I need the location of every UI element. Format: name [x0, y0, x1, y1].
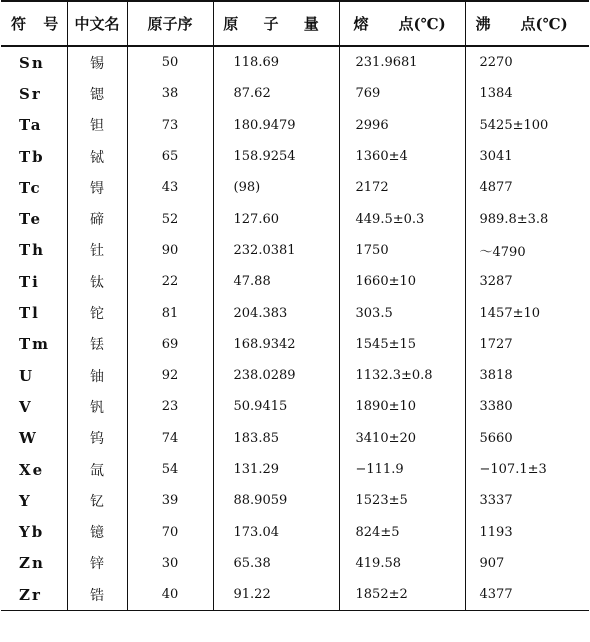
- cell-melting-point: 1523±5: [339, 485, 465, 516]
- cell-boiling-point: 1193: [479, 524, 513, 540]
- table-row: [1, 423, 589, 454]
- cell-chinese-name: 铀: [67, 360, 127, 391]
- cell-boiling-point: 2270: [479, 55, 513, 71]
- header-melting-point: 熔 点(℃): [339, 1, 465, 46]
- header-name: 中文名: [67, 1, 127, 46]
- cell-chinese-name: 锶: [67, 78, 127, 109]
- table-row: [1, 172, 589, 203]
- cell-atomic-number: 54: [127, 454, 213, 485]
- cell-atomic-mass: 173.04: [213, 516, 339, 547]
- cell-chinese-name: 锝: [67, 172, 127, 203]
- cell-atomic-number: 22: [127, 266, 213, 297]
- cell-atomic-mass: 91.22: [213, 579, 339, 611]
- cell-symbol: Zr: [1, 579, 67, 611]
- table-row: [1, 110, 589, 141]
- cell-boiling-point: 3287: [479, 274, 513, 290]
- cell-atomic-number: 23: [127, 391, 213, 422]
- cell-atomic-mass: 47.88: [213, 266, 339, 297]
- cell-melting-point: 824±5: [339, 516, 465, 547]
- cell-atomic-number: 73: [127, 110, 213, 141]
- header-boiling-point: 沸 点(℃): [465, 1, 589, 46]
- cell-chinese-name: 铊: [67, 297, 127, 328]
- cell-melting-point: 1890±10: [339, 391, 465, 422]
- cell-chinese-name: 铽: [67, 141, 127, 172]
- cell-atomic-mass: (98): [213, 172, 339, 203]
- table-row: [1, 297, 589, 328]
- cell-atomic-number: 38: [127, 78, 213, 109]
- cell-symbol: V: [1, 391, 67, 422]
- cell-melting-point: 1660±10: [339, 266, 465, 297]
- cell-chinese-name: 铥: [67, 329, 127, 360]
- cell-melting-point: 419.58: [339, 548, 465, 579]
- cell-atomic-number: 43: [127, 172, 213, 203]
- header-atomic-number: 原子序: [127, 1, 213, 46]
- cell-atomic-mass: 87.62: [213, 78, 339, 109]
- cell-melting-point: 1360±4: [339, 141, 465, 172]
- cell-chinese-name: 碲: [67, 203, 127, 234]
- cell-chinese-name: 钇: [67, 485, 127, 516]
- cell-boiling-point: 4877: [479, 180, 513, 196]
- cell-symbol: Tc: [1, 172, 67, 203]
- cell-chinese-name: 钨: [67, 423, 127, 454]
- table-row: [1, 579, 589, 611]
- header-symbol: 符 号: [1, 1, 67, 46]
- cell-symbol: Ti: [1, 266, 67, 297]
- cell-symbol: Sr: [1, 78, 67, 109]
- cell-atomic-mass: 158.9254: [213, 141, 339, 172]
- table-row: [1, 548, 589, 579]
- cell-symbol: Tl: [1, 297, 67, 328]
- cell-atomic-mass: 180.9479: [213, 110, 339, 141]
- cell-melting-point: 303.5: [339, 297, 465, 328]
- table-row: [1, 485, 589, 516]
- cell-atomic-number: 70: [127, 516, 213, 547]
- cell-chinese-name: 钽: [67, 110, 127, 141]
- cell-chinese-name: 钛: [67, 266, 127, 297]
- cell-atomic-number: 92: [127, 360, 213, 391]
- cell-boiling-point: 1457±10: [479, 305, 541, 321]
- cell-atomic-mass: 65.38: [213, 548, 339, 579]
- cell-atomic-number: 90: [127, 235, 213, 266]
- cell-atomic-mass: 50.9415: [213, 391, 339, 422]
- cell-boiling-point: 907: [479, 555, 505, 571]
- cell-atomic-mass: 118.69: [213, 46, 339, 78]
- cell-atomic-mass: 168.9342: [213, 329, 339, 360]
- cell-boiling-point: 3041: [479, 149, 513, 165]
- cell-atomic-mass: 183.85: [213, 423, 339, 454]
- cell-melting-point: 769: [339, 78, 465, 109]
- table-row: [1, 235, 589, 266]
- cell-atomic-number: 30: [127, 548, 213, 579]
- cell-boiling-point: 1384: [479, 86, 513, 102]
- table-row: [1, 329, 589, 360]
- cell-boiling-point: 1727: [479, 336, 513, 352]
- cell-melting-point: 2172: [339, 172, 465, 203]
- cell-atomic-mass: 232.0381: [213, 235, 339, 266]
- cell-atomic-mass: 127.60: [213, 203, 339, 234]
- elements-table: [1, 0, 589, 611]
- cell-chinese-name: 钒: [67, 391, 127, 422]
- cell-boiling-point: 3337: [479, 493, 513, 509]
- cell-boiling-point: ～4790: [479, 244, 526, 260]
- header-atomic-mass: 原 子 量: [213, 1, 339, 46]
- cell-chinese-name: 氙: [67, 454, 127, 485]
- cell-atomic-number: 74: [127, 423, 213, 454]
- cell-symbol: Tm: [1, 329, 67, 360]
- cell-symbol: Y: [1, 485, 67, 516]
- cell-symbol: U: [1, 360, 67, 391]
- cell-boiling-point: 989.8±3.8: [479, 211, 549, 227]
- cell-chinese-name: 镱: [67, 516, 127, 547]
- cell-chinese-name: 钍: [67, 235, 127, 266]
- cell-symbol: Ta: [1, 110, 67, 141]
- cell-chinese-name: 锡: [67, 46, 127, 78]
- cell-boiling-point: 5660: [479, 430, 513, 446]
- cell-boiling-point: 4377: [465, 579, 589, 611]
- table-row: [1, 203, 589, 234]
- cell-melting-point: 449.5±0.3: [339, 203, 465, 234]
- cell-melting-point: 1132.3±0.8: [339, 360, 465, 391]
- cell-boiling-point: 5425±100: [479, 117, 549, 133]
- cell-melting-point: 2996: [339, 110, 465, 141]
- cell-atomic-number: 81: [127, 297, 213, 328]
- table-row: [1, 391, 589, 422]
- cell-symbol: Zn: [1, 548, 67, 579]
- table-row: [1, 141, 589, 172]
- cell-symbol: W: [1, 423, 67, 454]
- cell-atomic-number: 50: [127, 46, 213, 78]
- cell-boiling-point: 3380: [479, 399, 513, 415]
- cell-chinese-name: 锆: [67, 579, 127, 611]
- cell-boiling-point: 3818: [479, 368, 513, 384]
- cell-melting-point: 231.9681: [339, 46, 465, 78]
- cell-melting-point: 1545±15: [339, 329, 465, 360]
- cell-melting-point: 3410±20: [339, 423, 465, 454]
- cell-symbol: Tb: [1, 141, 67, 172]
- cell-chinese-name: 锌: [67, 548, 127, 579]
- cell-melting-point: −111.9: [339, 454, 465, 485]
- table-row: [1, 78, 589, 109]
- cell-symbol: Yb: [1, 516, 67, 547]
- cell-atomic-number: 52: [127, 203, 213, 234]
- cell-symbol: Sn: [1, 46, 67, 78]
- cell-atomic-mass: 131.29: [213, 454, 339, 485]
- cell-symbol: Te: [1, 203, 67, 234]
- table-row: [1, 266, 589, 297]
- table-body: [1, 46, 589, 611]
- cell-atomic-number: 65: [127, 141, 213, 172]
- cell-boiling-point: −107.1±3: [479, 462, 547, 477]
- cell-atomic-number: 39: [127, 485, 213, 516]
- cell-atomic-mass: 204.383: [213, 297, 339, 328]
- table-row: [1, 360, 589, 391]
- cell-melting-point: 1750: [339, 235, 465, 266]
- header-row: [1, 1, 589, 46]
- cell-atomic-mass: 238.0289: [213, 360, 339, 391]
- cell-symbol: Xe: [1, 454, 67, 485]
- cell-atomic-mass: 88.9059: [213, 485, 339, 516]
- table-row: [1, 454, 589, 485]
- table-row: [1, 46, 589, 78]
- cell-melting-point: 1852±2: [339, 579, 465, 611]
- cell-atomic-number: 69: [127, 329, 213, 360]
- cell-symbol: Th: [1, 235, 67, 266]
- cell-atomic-number: 40: [127, 579, 213, 611]
- table-row: [1, 516, 589, 547]
